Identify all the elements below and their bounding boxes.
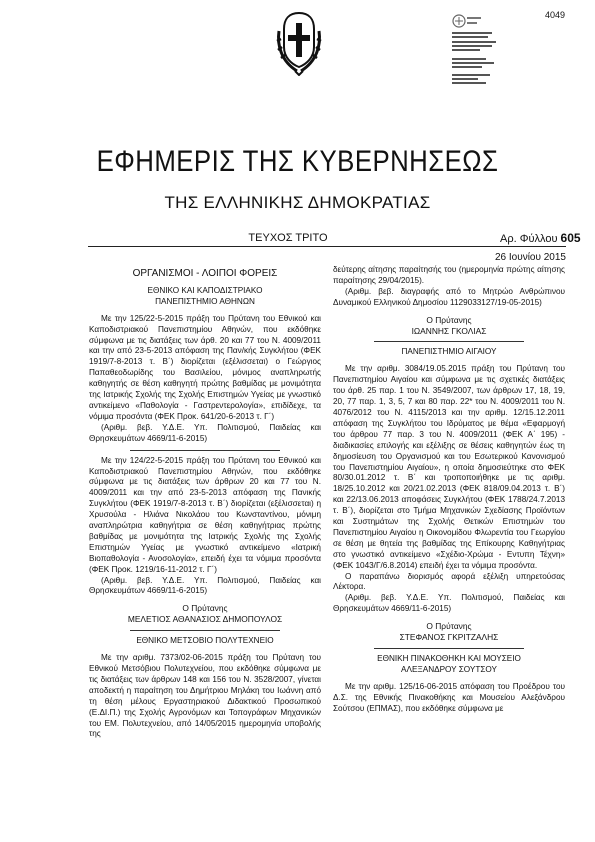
decision-paragraph: Με την 124/22-5-2015 πράξη του Πρύτανη του Εθνικού και Καποδιστριακού Πανεπιστημίου Αθηνών, που εκδόθηκε σύμφωνα με τις διατάξεις των άρθρων 20 και 77 του Ν. 4009/2011 και την από 23-5-2013 απόφαση της Πανικής Συγκλήτου (ΦΕΚ 1919/7-8-2013 τ. Β΄) διορίζεται (εξέλισσεται) η Χρυσούλα - Ηλιάνα Νικολάου του Κωνσταντίνου, μόνιμη αναπληρώτρια καθηγήτρια σε θέση καθηγήτριας πρώτης βαθμίδας με μονιμότητα της Ιατρικής Σχολής της Σχολής Επιστημών Υγείας με γνωστικό αντικείμενο «Ιατρική Βιοπαθολογία - Ανοσολογία», επειδή έχει τα νόμιμα προσόντα (ΦΕΚ Προκ. 1219/16-11-2012 τ. Γ΄) xyxy=(89,455,321,574)
gazette-subtitle: ΤΗΣ ΕΛΛΗΝΙΚΗΣ ΔΗΜΟΚΡΑΤΙΑΣ xyxy=(164,193,431,212)
left-column xyxy=(89,266,321,740)
signature-logo-icon xyxy=(452,14,482,28)
signatory-name: ΙΩΑΝΝΗΣ ΓΚΟΛΙΑΣ xyxy=(411,325,487,336)
divider xyxy=(374,648,524,649)
approval-note: (Αριθμ. βεβ. Υ.Δ.Ε. Υπ. Πολιτισμού, Παιδείας και Θρησκευμάτων 4669/11-6-2015) xyxy=(89,422,321,443)
greek-coat-of-arms-icon xyxy=(275,11,323,76)
approval-note: (Αριθμ. βεβ. Υ.Δ.Ε. Υπ. Πολιτισμού, Παιδείας και Θρησκευμάτων 4669/11-6-2015) xyxy=(333,593,565,614)
institution-heading: ΠΑΝΕΠΙΣΤΗΜΙΟ ΑΙΓΑΙΟΥ xyxy=(401,347,497,357)
approval-note: (Αριθμ. βεβ. διαγραφής από το Μητρώο Ανθρώπινου Δυναμικού Ελληνικού Δημοσίου 1129033127/19-05-2015) xyxy=(333,286,565,307)
divider xyxy=(130,450,280,451)
divider xyxy=(374,341,524,342)
decision-paragraph: Ο παραπάνω διορισμός αφορά εξέλιξη υπηρετούσας Λέκτορα. xyxy=(333,571,565,592)
signatory-title: Ο Πρύτανης xyxy=(182,603,228,614)
signatory-title: Ο Πρύτανης xyxy=(426,314,472,325)
page-number: 4049 xyxy=(544,10,565,20)
issue-date: 26 Ιουνίου 2015 xyxy=(495,252,566,263)
decision-paragraph-continued: δεύτερης αίτησης παραίτησής του (ημερομηνία πρώτης αίτησης παραίτησης 29/04/2015). xyxy=(333,265,565,285)
digital-signature-stamp xyxy=(452,14,518,88)
right-column xyxy=(333,265,565,715)
divider xyxy=(130,630,280,631)
issue-series: ΤΕΥΧΟΣ ΤΡΙΤΟ xyxy=(248,232,328,244)
signatory-name: ΣΤΕΦΑΝΟΣ ΓΚΡΙΤΖΑΛΗΣ xyxy=(399,632,499,643)
institution-heading: ΕΘΝΙΚΟ ΚΑΙ ΚΑΠΟΔΙΣΤΡΙΑΚΟ xyxy=(147,285,263,295)
approval-note: (Αριθμ. βεβ. Υ.Δ.Ε. Υπ. Πολιτισμού, Παιδείας και Θρησκευμάτων 4669/11-6-2015) xyxy=(89,575,321,596)
signatory-title: Ο Πρύτανης xyxy=(426,621,472,632)
issue-label: Αρ. Φύλλου xyxy=(500,233,558,245)
institution-heading: ΠΑΝΕΠΙΣΤΗΜΙΟ ΑΘΗΝΩΝ xyxy=(155,296,255,306)
issue-number: 605 xyxy=(560,231,581,245)
signatory-name: ΜΕΛΕΤΙΟΣ ΑΘΑΝΑΣΙΟΣ ΔΗΜΟΠΟΥΛΟΣ xyxy=(127,614,283,625)
gazette-title: ΕΦΗΜΕΡΙΣ ΤΗΣ ΚΥΒΕΡΝΗΣΕΩΣ xyxy=(96,145,499,178)
decision-paragraph: Με την αριθμ. 125/16-06-2015 απόφαση του Προέδρου του Δ.Σ. της Εθνικής Πινακοθήκης και Μουσείου Αλεξάνδρου Σούτσου (ΕΠΜΑΣ), που εκδόθηκε σύμφωνα με xyxy=(333,681,565,713)
header-divider xyxy=(88,246,566,247)
institution-heading: ΕΘΝΙΚΗ ΠΙΝΑΚΟΘΗΚΗ ΚΑΙ ΜΟΥΣΕΙΟ xyxy=(377,654,521,663)
issue-number-label xyxy=(500,231,581,245)
decision-paragraph: Με την αριθμ. 7373/02-06-2015 πράξη του Πρύτανη του Εθνικού Μετσόβιου Πολυτεχνείου, που εκδόθηκε σύμφωνα με τις διατάξεις των άρθρων 148 και 156 του Ν. 3528/2007, γίνεται αποδεκτή η παραίτηση του Δημήτριου Μηλάκη του Ιωάννη από τη θέση μέλους Εργαστηριακού Διδακτικού Προσωπικού (Ε.ΔΙ.Π.) της Σχολής Αγρονόμων και Τοπογράφων Μηχανικών του ΕΜ. Πολυτεχνείου, από 14/05/2015 ημερομηνία υποβολής της xyxy=(89,653,321,739)
institution-heading: ΕΘΝΙΚΟ ΜΕΤΣΟΒΙΟ ΠΟΛΥΤΕΧΝΕΙΟ xyxy=(136,636,274,646)
decision-paragraph: Με την 125/22-5-2015 πράξη του Πρύτανη του Εθνικού και Καποδιστριακού Πανεπιστημίου Αθηνών, που εκδόθηκε σύμφωνα με τις διατάξεις των άρθ. 20 και 77 του Ν. 4009/2011 και την από 23-5-2013 απόφαση της Παν/κής Συγκλήτου (ΦΕΚ 1919/7-8-2013 τ. Β΄) διορίζεται (εξέλισσεται) ο Γεώργιος Παπαθεοδωρίδης του Βασιλείου, μόνιμος αναπληρωτής καθηγητής σε θέση καθηγητή πρώτης βαθμίδας με μονιμότητα της Ιατρικής Σχολής της Σχολής Επιστημών Υγείας με γνωστικό αντικείμενο «Παθολογία - Γαστρεντερολογία», επιδίδεχε, τα νόμιμα προσόντα (ΦΕΚ Προκ. 641/20-6-2013 τ. Γ΄) xyxy=(89,313,321,421)
section-heading: ΟΡΓΑΝΙΣΜΟΙ - ΛΟΙΠΟΙ ΦΟΡΕΙΣ xyxy=(132,268,278,279)
institution-heading: ΑΛΕΞΑΝΔΡΟΥ ΣΟΥΤΣΟΥ xyxy=(401,664,497,674)
decision-paragraph: Με την αριθμ. 3084/19.05.2015 πράξη του Πρύτανη του Πανεπιστημίου Αιγαίου και σύμφωνα με τις σχετικές διατάξεις του άρθ. 25 παρ. 1 του Ν. 3549/2007, των άρθρων 17, 18, 19, 20, 77 παρ. 1, 3, 5, 7 και 80 παρ. 22* του Ν. 4009/2011 του Ν. 4076/2012 του Ν. 4115/2013 και την αριθμ. 12/15.12.2011 απόφαση της Συγκλήτου του Ιδρύματος με θέμα «Εφαρμογή του άρθρου 77 παρ. 3 του Ν. 4009/2011 (ΦΕΚ Α΄ 195) - διαδικασίες επιλογής και εξέλιξης σε θέσεις καθηγητών έως τη δημοσίευση του Οργανισμού και του Εσωτερικού Κανονισμού του Πανεπιστημίου Αιγαίου», η οποία δημοσιεύτηκε στο ΦΕΚ 80/30.01.2012 τ. Β΄ και τροποποιήθηκε με τις αριθμ. 18/25.10.2012 και 20/21.02.2013 (ΦΕΚ 818/09.04.2013 τ. Β΄) και 22/13.06.2013 αποφάσεις Συγκλήτου (ΦΕΚ 1788/24.7.2013 τ. Β΄), διορίζεται στο Τμήμα Μηχανικών Σχεδίασης Προϊόντων και Συστημάτων της Σχολής Θετικών Επιστημών του Πανεπιστημίου Αιγαίου η Οικονομίδου Φλωρεντία του Γεωργίου σε θέση με θητεία της βαθμίδας της Επίκουρης Καθηγήτριας στο γνωστικό αντικείμενο «Σχέδιο-Χρώμα - Εντυπη Τέχνη» (ΦΕΚ 1043/Γ/6.8.2014) επειδή έχει τα νόμιμα προσόντα. xyxy=(333,364,565,570)
